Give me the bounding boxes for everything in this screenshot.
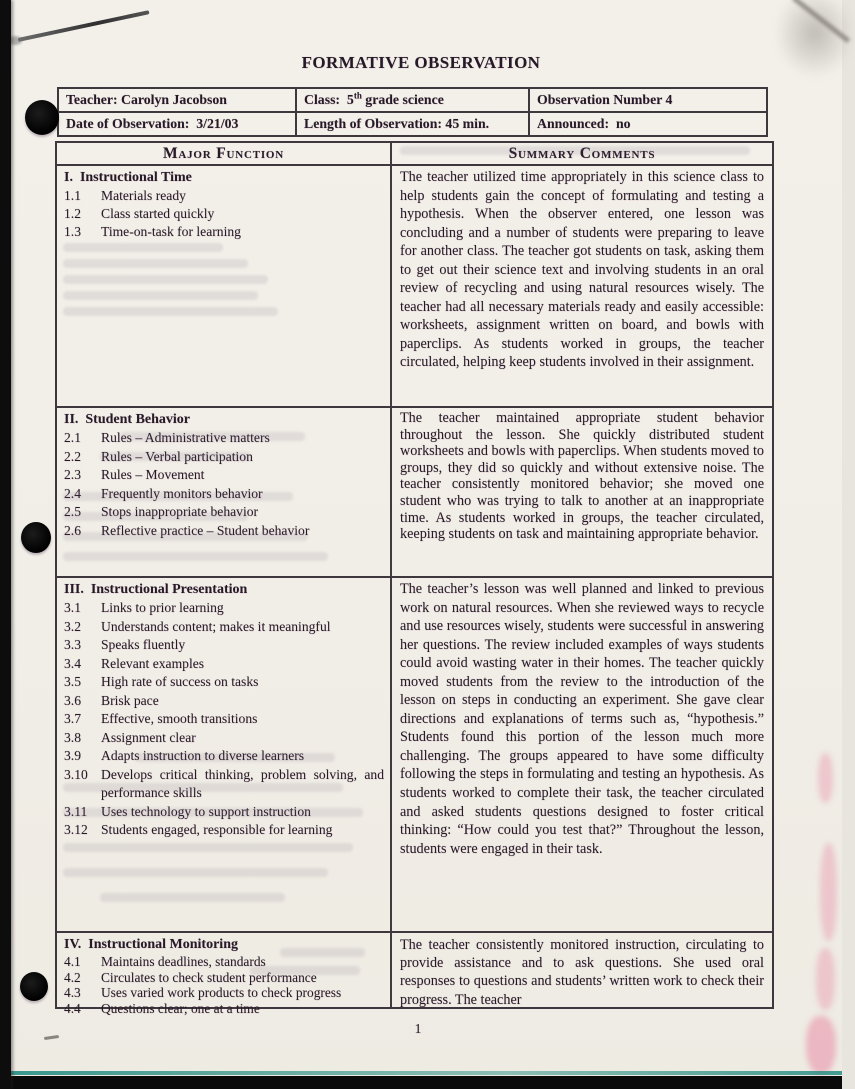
- item-text: Circulates to check student performance: [101, 969, 317, 985]
- section-heading: IV. Instructional Monitoring: [64, 937, 238, 952]
- summary-comments-header: Summary Comments: [508, 145, 656, 162]
- checklist-item: [64, 223, 384, 241]
- scan-edge-teal-line: [0, 1071, 842, 1075]
- item-number: 3.5: [64, 674, 81, 689]
- item-number: 4.2: [64, 969, 81, 985]
- class-ordinal-sup: th: [353, 90, 362, 101]
- checklist-item: [64, 1001, 384, 1017]
- major-function-header: Major Function: [57, 143, 392, 164]
- checklist-item: [64, 448, 384, 467]
- hole-punch: [25, 100, 59, 135]
- class-prefix: Class: 5: [304, 92, 354, 107]
- item-text: Questions clear; one at a time: [101, 1000, 260, 1016]
- checklist-item: [64, 485, 384, 504]
- major-function-cell: [57, 933, 392, 1016]
- checklist-item: [64, 985, 384, 1001]
- item-number: 3.3: [64, 637, 81, 652]
- announced-field: Announced: no: [529, 112, 767, 136]
- hole-punch: [20, 972, 48, 1001]
- checklist-item: [64, 655, 384, 674]
- pen-mark-tip: [8, 36, 22, 45]
- section-instructional-presentation: [57, 578, 772, 933]
- checklist-item: [64, 766, 384, 803]
- item-number: 2.1: [64, 430, 81, 445]
- observation-main-table: [55, 141, 774, 1016]
- page-title: FORMATIVE OBSERVATION: [301, 53, 541, 72]
- item-number: 4.4: [64, 1000, 81, 1016]
- teacher-field: Teacher: Carolyn Jacobson: [58, 88, 296, 112]
- pink-smudge: [818, 753, 833, 803]
- item-number: 3.12: [64, 822, 88, 837]
- date-field: Date of Observation: 3/21/03: [58, 112, 296, 136]
- item-number: 3.7: [64, 711, 81, 726]
- item-text: Students engaged, responsible for learning: [101, 822, 333, 837]
- item-text: Rules – Movement: [101, 467, 205, 482]
- checklist-item: [64, 599, 384, 618]
- page-number: 1: [414, 1022, 422, 1037]
- pen-mark: [18, 10, 150, 41]
- checklist-item: [64, 821, 384, 840]
- item-text: Frequently monitors behavior: [101, 485, 263, 501]
- scan-edge-bottom: [0, 1076, 842, 1089]
- checklist-item: [64, 954, 384, 970]
- checklist-item: [64, 710, 384, 729]
- item-text: Rules – Verbal participation: [101, 448, 253, 464]
- summary-comment-cell: [392, 578, 772, 931]
- major-function-cell: [57, 408, 392, 576]
- item-number: 3.11: [64, 803, 88, 819]
- item-number: 3.9: [64, 748, 81, 763]
- info-row-2: [58, 112, 767, 136]
- item-text: Stops inappropriate behavior: [101, 504, 259, 519]
- summary-comment-cell: [392, 408, 772, 576]
- length-field: Length of Observation: 45 min.: [296, 112, 529, 136]
- major-function-cell: [57, 166, 392, 406]
- pink-smudge: [816, 948, 835, 1010]
- section-student-behavior: [57, 408, 772, 578]
- corner-fold-mark: [792, 0, 850, 43]
- item-text: Uses varied work products to check progress: [101, 985, 342, 1001]
- item-number: 1.3: [64, 223, 81, 239]
- major-function-cell: [57, 578, 392, 931]
- item-text: Materials ready: [101, 188, 186, 203]
- checklist-item: [64, 618, 384, 637]
- item-number: 3.8: [64, 729, 81, 745]
- item-text: Speaks fluently: [101, 637, 186, 652]
- item-text: Adapts instruction to diverse learners: [101, 748, 305, 763]
- summary-comment-text: The teacher maintained appropriate student behavior throughout the lesson. She quickly distributed student worksheets and bowls with paperclips. When students moved to groups, they did so quickly and without extensive noise. The teacher consistently monitored behavior; she moved one student who was trying to talk to another at an inappropriate time. As students worked in groups, the teacher circulated, keeping students on task and maintaining appropriate behavior.: [400, 410, 764, 543]
- checklist-item: [64, 522, 384, 541]
- section-heading: II. Student Behavior: [64, 412, 191, 427]
- item-number: 2.6: [64, 522, 81, 538]
- item-number: 1.1: [64, 188, 81, 203]
- item-text: Relevant examples: [101, 655, 205, 671]
- checklist-item: [64, 466, 384, 485]
- summary-comment-text: The teacher utilized time appropriately in this science class to help students gain the concept of formulating and testing a hypothesis. When the observer entered, one lesson was concluding and a number of students were preparing to leave for another class. The teacher got students on task, asking them to get out their science text and involving students in an oral review of recycling and using natural resources wisely. The teacher had all necessary materials ready and easily accessible: worksheets, assignment written on board, and bowls with paperclips. As students worked in groups, the teacher circulated, helping keep students involved in their assignment.: [400, 169, 764, 370]
- item-text: Brisk pace: [101, 692, 159, 708]
- section-heading: III. Instructional Presentation: [64, 582, 248, 597]
- checklist-item: [64, 503, 384, 522]
- summary-comment-text: The teacher’s lesson was well planned and linked to previous work on natural resources. When she reviewed ways to recycle and use resources wisely, students were successful in answering her questions. The review included examples of ways students could avoid wasting water in their homes. The teacher quickly moved students from the review to the introduction of the lesson on steps in conducting an experiment. She gave clear directions and explanations of terms such as, “hypothesis.” Students found this portion of the lesson much more challenging. The groups appeared to have some difficulty following the steps in formulating and testing an hypothesis. As students worked to complete their task, the teacher circulated and asked students questions designed to foster critical thinking: “How could you test that?” Throughout the lesson, students were engaged in their task.: [400, 581, 764, 857]
- item-number: 3.2: [64, 618, 81, 634]
- item-number: 3.10: [64, 766, 88, 782]
- info-row-1: [58, 88, 767, 112]
- column-header-row: [57, 143, 772, 166]
- checklist-item: [64, 205, 384, 223]
- class-field: [296, 88, 529, 112]
- item-number: 4.1: [64, 954, 81, 969]
- section-instructional-time: [57, 166, 772, 408]
- observation-number-field: Observation Number 4: [529, 88, 767, 112]
- item-text: Rules – Administrative matters: [101, 430, 270, 445]
- summary-comment-cell: [392, 933, 772, 1007]
- item-number: 2.3: [64, 467, 81, 482]
- item-text: High rate of success on tasks: [101, 674, 259, 689]
- section-heading: I. Instructional Time: [64, 170, 192, 185]
- item-number: 2.4: [64, 485, 81, 501]
- checklist-item: [64, 636, 384, 655]
- item-text: Uses technology to support instruction: [101, 803, 311, 819]
- checklist-item: [64, 970, 384, 986]
- checklist-item: [64, 692, 384, 711]
- item-text: Class started quickly: [101, 205, 215, 221]
- checklist-item: [64, 673, 384, 692]
- checklist-item: [64, 747, 384, 766]
- class-suffix: grade science: [361, 92, 444, 107]
- item-number: 2.5: [64, 504, 81, 519]
- item-text: Links to prior learning: [101, 600, 224, 615]
- item-text: Assignment clear: [101, 729, 196, 745]
- scan-edge-left: [0, 0, 11, 1089]
- item-text: Effective, smooth transitions: [101, 711, 258, 726]
- item-text: Maintains deadlines, standards: [101, 954, 266, 969]
- section-instructional-monitoring: [57, 933, 772, 1016]
- checklist-item: [64, 729, 384, 748]
- item-text: Understands content; makes it meaningful: [101, 618, 331, 634]
- item-text: Develops critical thinking, problem solving, and performance skills: [101, 766, 384, 800]
- item-number: 3.6: [64, 692, 81, 708]
- item-text: Reflective practice – Student behavior: [101, 522, 310, 538]
- item-number: 3.4: [64, 655, 81, 671]
- summary-comment-text: The teacher consistently monitored instruction, circulating to provide assistance and to ask questions. She used oral responses to questions and students’ written work to check their progress. The teacher: [400, 937, 764, 1008]
- item-number: 1.2: [64, 205, 81, 221]
- checklist-item: [64, 803, 384, 822]
- summary-comment-cell: [392, 166, 772, 406]
- hole-punch: [21, 522, 51, 553]
- item-number: 2.2: [64, 448, 81, 464]
- pink-smudge: [820, 843, 837, 941]
- checklist-item: [64, 429, 384, 448]
- checklist-item: [64, 187, 384, 205]
- item-number: 3.1: [64, 600, 81, 615]
- observation-info-table: [57, 87, 768, 137]
- item-number: 4.3: [64, 985, 81, 1001]
- item-text: Time-on-task for learning: [101, 223, 241, 239]
